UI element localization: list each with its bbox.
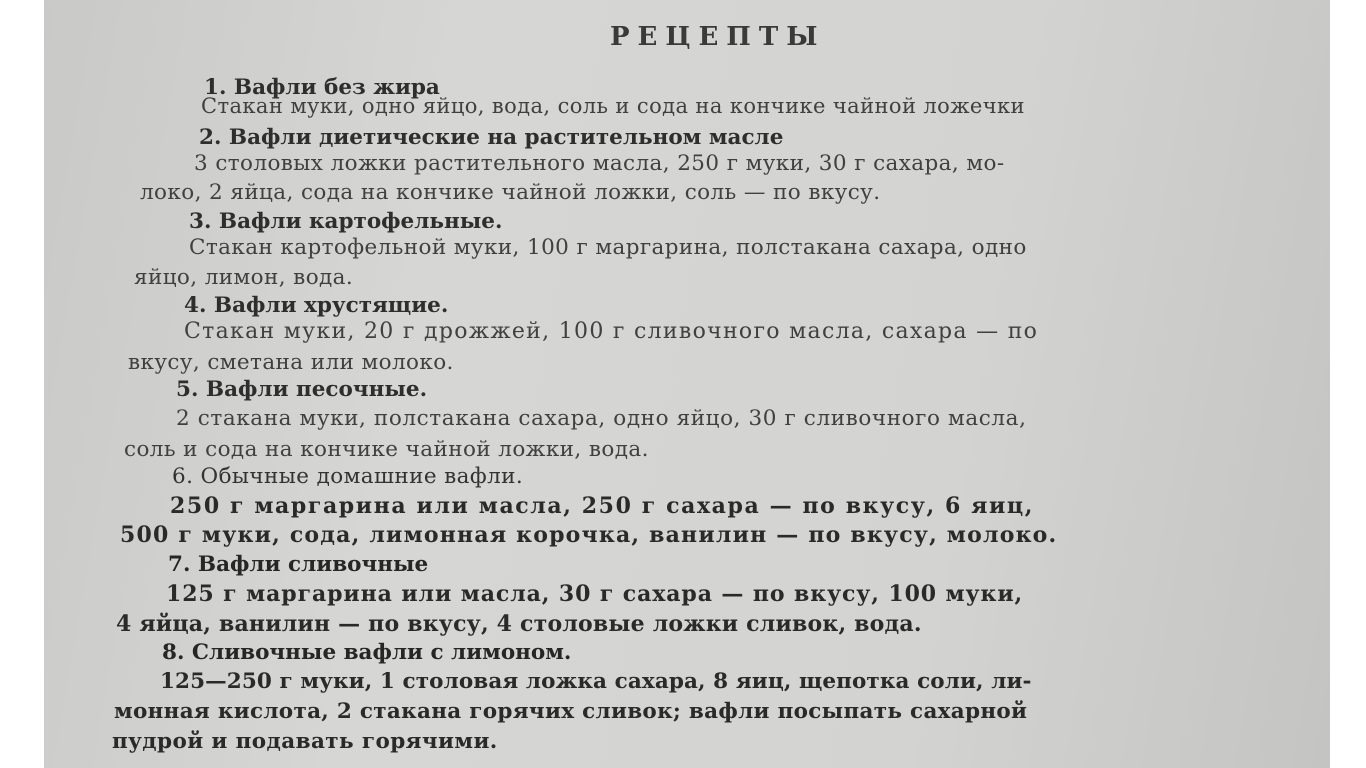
recipe-6-title: 6. Обычные домашние вафли. [172, 464, 524, 489]
recipe-5-text-2: соль и сода на кончике чайной ложки, вода. [124, 437, 649, 462]
page-title: РЕЦЕПТЫ [610, 22, 826, 52]
recipe-4-text-1: Стакан муки, 20 г дрожжей, 100 г сливочного масла, сахара — по [184, 319, 1039, 344]
recipe-8-text-2: монная кислота, 2 стакана горячих сливок; вафли посыпать сахарной [114, 699, 1028, 724]
recipe-6-text-1: 250 г маргарина или масла, 250 г сахара — по вкусу, 6 яиц, [170, 493, 1035, 519]
book-page [44, 0, 1330, 768]
recipe-3-text-1: Стакан картофельной муки, 100 г маргарина, полстакана сахара, одно [189, 235, 1027, 260]
recipe-3-title: 3. Вафли картофельные. [189, 209, 503, 234]
recipe-7-text-1: 125 г маргарина или масла, 30 г сахара — по вкусу, 100 муки, [166, 581, 1024, 607]
recipe-2-title: 2. Вафли диетические на растительном масле [199, 125, 784, 150]
recipe-1-title: 1. Вафли без жира [204, 75, 440, 100]
recipe-7-title: 7. Вафли сливочные [168, 552, 429, 577]
recipe-5-text-1: 2 стакана муки, полстакана сахара, одно яйцо, 30 г сливочного масла, [176, 406, 1027, 431]
recipe-2-text-2: локо, 2 яйца, сода на кончике чайной ложки, соль — по вкусу. [140, 180, 881, 205]
recipe-8-text-3: пудрой и подавать горячими. [112, 729, 498, 754]
recipe-2-text-1: 3 столовых ложки растительного масла, 250 г муки, 30 г сахара, мо- [194, 151, 1005, 176]
recipe-1-text: Стакан муки, одно яйцо, вода, соль и сода на кончике чайной ложечки [201, 94, 1025, 118]
recipe-8-text-1: 125—250 г муки, 1 столовая ложка сахара, 8 яиц, щепотка соли, ли- [160, 669, 1032, 694]
recipe-4-title: 4. Вафли хрустящие. [184, 293, 449, 318]
recipe-4-text-2: вкусу, сметана или молоко. [128, 350, 454, 375]
recipe-6-text-2: 500 г муки, сода, лимонная корочка, ванилин — по вкусу, молоко. [120, 522, 1058, 548]
recipe-5-title: 5. Вафли песочные. [176, 377, 428, 402]
recipe-3-text-2: яйцо, лимон, вода. [134, 265, 354, 290]
recipe-8-title: 8. Сливочные вафли с лимоном. [162, 640, 572, 665]
recipe-7-text-2: 4 яйца, ванилин — по вкусу, 4 столовые ложки сливок, вода. [116, 611, 922, 637]
